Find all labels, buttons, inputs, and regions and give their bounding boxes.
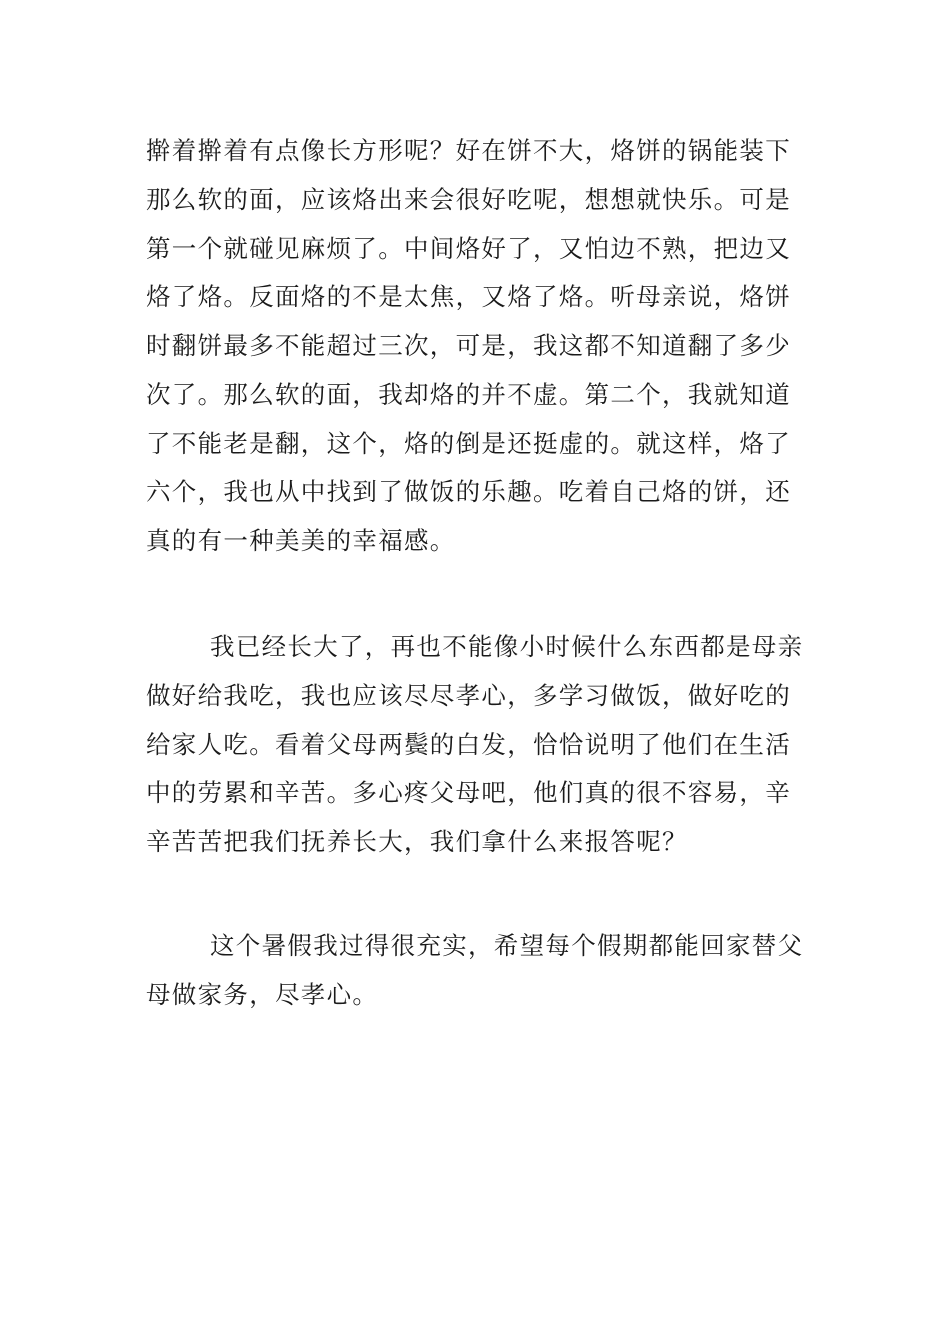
text-line: 时翻饼最多不能超过三次，可是，我这都不知道翻了多少 xyxy=(146,331,791,360)
text-line: 我已经长大了，再也不能像小时候什么东西都是母亲 xyxy=(210,632,804,661)
paragraph-3 xyxy=(146,922,810,1020)
text-line: 辛苦苦把我们抚养长大，我们拿什么来报答呢？ xyxy=(146,827,688,856)
paragraph-1 xyxy=(146,127,810,566)
text-line: 做好给我吃，我也应该尽尽孝心，多学习做饭，做好吃的 xyxy=(146,680,791,710)
text-line: 真的有一种美美的幸福感。 xyxy=(146,526,456,555)
text-line: 这个暑假我过得很充实，希望每个假期都能回家替父 xyxy=(210,931,804,960)
text-line: 六个，我也从中找到了做饭的乐趣。吃着自己烙的饼，还 xyxy=(146,477,791,507)
text-line: 了不能老是翻，这个，烙的倒是还挺虚的。就这样，烙了 xyxy=(146,428,791,458)
text-line: 次了。那么软的面，我却烙的并不虚。第二个，我就知道 xyxy=(146,379,791,409)
text-line: 母做家务，尽孝心。 xyxy=(146,979,379,1009)
text-line: 给家人吃。看着父母两鬓的白发，恰恰说明了他们在生活 xyxy=(146,729,791,759)
text-line: 那么软的面，应该烙出来会很好吃呢，想想就快乐。可是 xyxy=(146,184,791,214)
paragraph-2 xyxy=(146,623,810,867)
text-line: 擀着擀着有点像长方形呢？好在饼不大，烙饼的锅能装下 xyxy=(146,136,791,165)
text-line: 烙了烙。反面烙的不是太焦，又烙了烙。听母亲说，烙饼 xyxy=(146,282,791,312)
text-line: 中的劳累和辛苦。多心疼父母吧，他们真的很不容易，辛 xyxy=(146,778,791,808)
text-line: 第一个就碰见麻烦了。中间烙好了，又怕边不熟，把边又 xyxy=(146,233,791,263)
